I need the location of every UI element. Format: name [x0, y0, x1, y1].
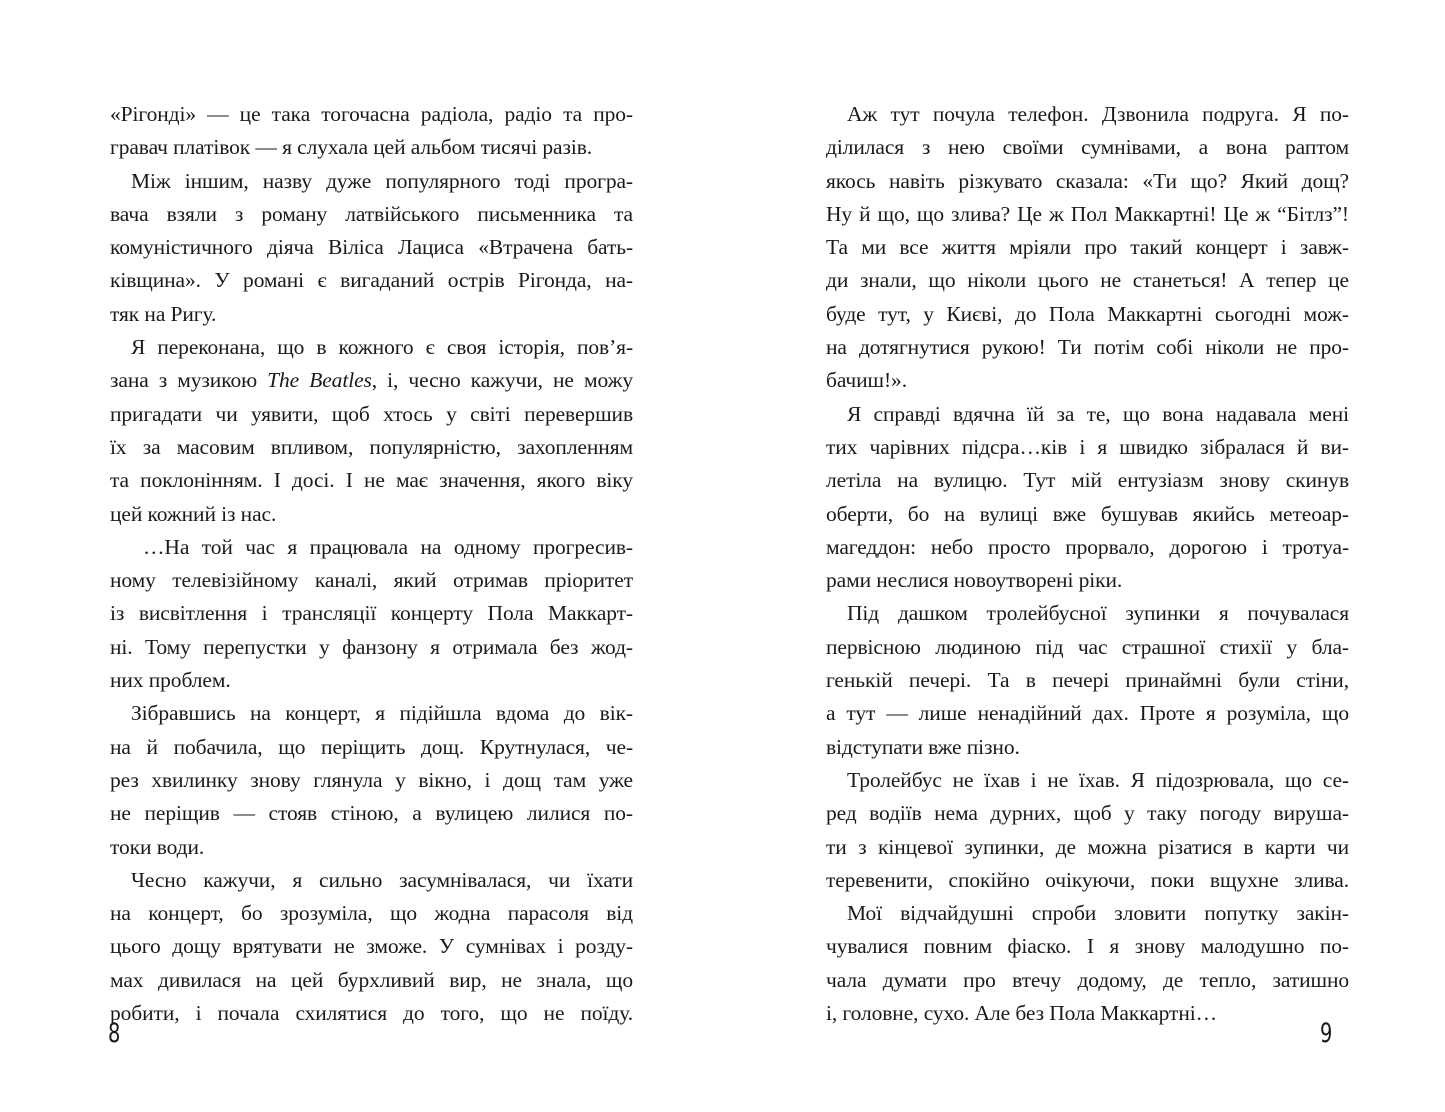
text-line: тяк на Ригу.	[110, 301, 217, 326]
text-line: …На той час я працювала на одному прогресив-	[143, 534, 633, 559]
text-line: вача взяли з роману латвійського письменника та	[110, 201, 633, 226]
text-line: ділилася з нею своїми сумнівами, а вона раптом	[826, 135, 1349, 160]
text-line: Я переконана, що в кожного є своя історія, пов’я-	[131, 335, 633, 360]
text-line: не періщив — стояв стіною, а вулицею лилися по-	[110, 801, 633, 826]
text-line: Мої відчайдушні спроби зловити попутку закін-	[847, 901, 1349, 926]
text-line: пригадати чи уявити, щоб хтось у світі перевершив	[110, 401, 633, 426]
text-line: ківщина». У романі є вигаданий острів Рігонда, на-	[110, 268, 633, 293]
text-line: них проблем.	[110, 668, 231, 693]
text-line: буде тут, у Києві, до Пола Маккартні сьогодні мож-	[826, 301, 1349, 326]
text-line: ти з кінцевої зупинки, де можна різатися в карти чи	[826, 834, 1349, 859]
text-line: Аж тут почула телефон. Дзвонила подруга. Я по-	[847, 102, 1349, 126]
text-line: теревенити, спокійно очікуючи, поки вщухне злива.	[826, 867, 1349, 892]
text-line: Між іншим, назву дуже популярного тоді програ-	[131, 168, 633, 193]
text-line: чала думати про втечу додому, де тепло, затишно	[826, 967, 1349, 992]
text-line: тих чарівних підсра…ків і я швидко зібралася й ви-	[826, 434, 1349, 459]
text-line: Та ми все життя мріяли про такий концерт і завж-	[826, 235, 1349, 260]
text-line: ні. Тому перепустки у фанзону я отримала без жод-	[110, 634, 633, 659]
text-line: на дотягнутися рукою! Ти потім собі ніколи не про-	[826, 335, 1349, 360]
text-line: із висвітлення і трансляції концерту Пола Маккарт-	[110, 601, 633, 626]
text-line: цього дощу врятувати не зможе. У сумнівах і розду-	[110, 934, 633, 959]
text-line: Під дашком тролейбусної зупинки я почувалася	[847, 601, 1349, 626]
text-line: ному телевізійному каналі, який отримав пріоритет	[110, 568, 633, 593]
text-line: та поклонінням. І досі. І не має значення, якого віку	[110, 468, 633, 493]
text-line: робити, і почала схилятися до того, що не поїду.	[110, 1001, 633, 1026]
text-line: рез хвилинку знову глянула у вікно, і дощ там уже	[110, 767, 633, 792]
text-line: «Рігонді» — це така тогочасна радіола, радіо та про-	[110, 102, 633, 126]
text-line: і, головне, сухо. Але без Пола Маккартні…	[826, 1001, 1217, 1026]
text-line: генькій печері. Та в печері принаймні були стіни,	[826, 668, 1349, 693]
text-line: рами неслися новоутворені ріки.	[826, 568, 1123, 593]
text-line: летіла на вулицю. Тут мій ентузіазм знову скинув	[826, 468, 1349, 493]
text-line: а тут — лише ненадійний дах. Проте я розуміла, що	[826, 701, 1349, 726]
text-line: ди знали, що ніколи цього не станеться! А тепер це	[826, 268, 1349, 293]
text-line: Ну й що, що злива? Це ж Пол Маккартні! Це ж “Бітлз”!	[826, 201, 1349, 226]
band-name-italic: The Beatles	[267, 368, 372, 393]
left-page-text	[110, 98, 633, 1030]
text-line: магеддон: небо просто прорвало, дорогою і тротуа-	[826, 534, 1349, 559]
text-line: на концерт, бо зрозуміла, що жодна парасоля від	[110, 901, 633, 926]
text-line: бачиш!».	[826, 368, 907, 393]
text-line: гравач платівок — я слухала цей альбом тисячі разів.	[110, 135, 593, 160]
text-line: Я справді вдячна їй за те, що вона надавала мені	[847, 401, 1349, 426]
text-line: токи води.	[110, 834, 205, 859]
page-number-left: 8	[108, 1018, 121, 1049]
text-line: комуністичного діяча Віліса Лациса «Втрачена бать-	[110, 235, 633, 260]
right-page-text	[826, 98, 1349, 1030]
text-line: якось навіть різкувато сказала: «Ти що? Який дощ?	[826, 168, 1349, 193]
text-line: їх за масовим впливом, популярністю, захопленням	[110, 434, 633, 459]
text-line: оберти, бо на вулиці вже бушував якийсь метеоар-	[826, 501, 1349, 526]
text-line: первісною людиною під час страшної стихії у бла-	[826, 634, 1349, 659]
page-number-right: 9	[1320, 1018, 1333, 1049]
text-line: чувалися повним фіаско. І я знову малодушно по-	[826, 934, 1349, 959]
text-line: мах дивилася на цей бурхливий вир, не знала, що	[110, 967, 633, 992]
text-line: відступати вже пізно.	[826, 734, 1020, 759]
text-line: Чесно кажучи, я сильно засумнівалася, чи їхати	[131, 867, 633, 892]
text-line: зана з музикою The Beatles, і, чесно кажучи, не можу	[110, 368, 633, 393]
text-line: ред водіїв нема дурних, щоб у таку погоду вируша-	[826, 801, 1349, 826]
text-line: на й побачила, що періщить дощ. Крутнулася, че-	[110, 734, 633, 759]
text-line: цей кожний із нас.	[110, 501, 277, 526]
text-line: Тролейбус не їхав і не їхав. Я підозрювала, що се-	[847, 767, 1349, 792]
text-line: Зібравшись на концерт, я підійшла вдома до вік-	[131, 701, 633, 726]
